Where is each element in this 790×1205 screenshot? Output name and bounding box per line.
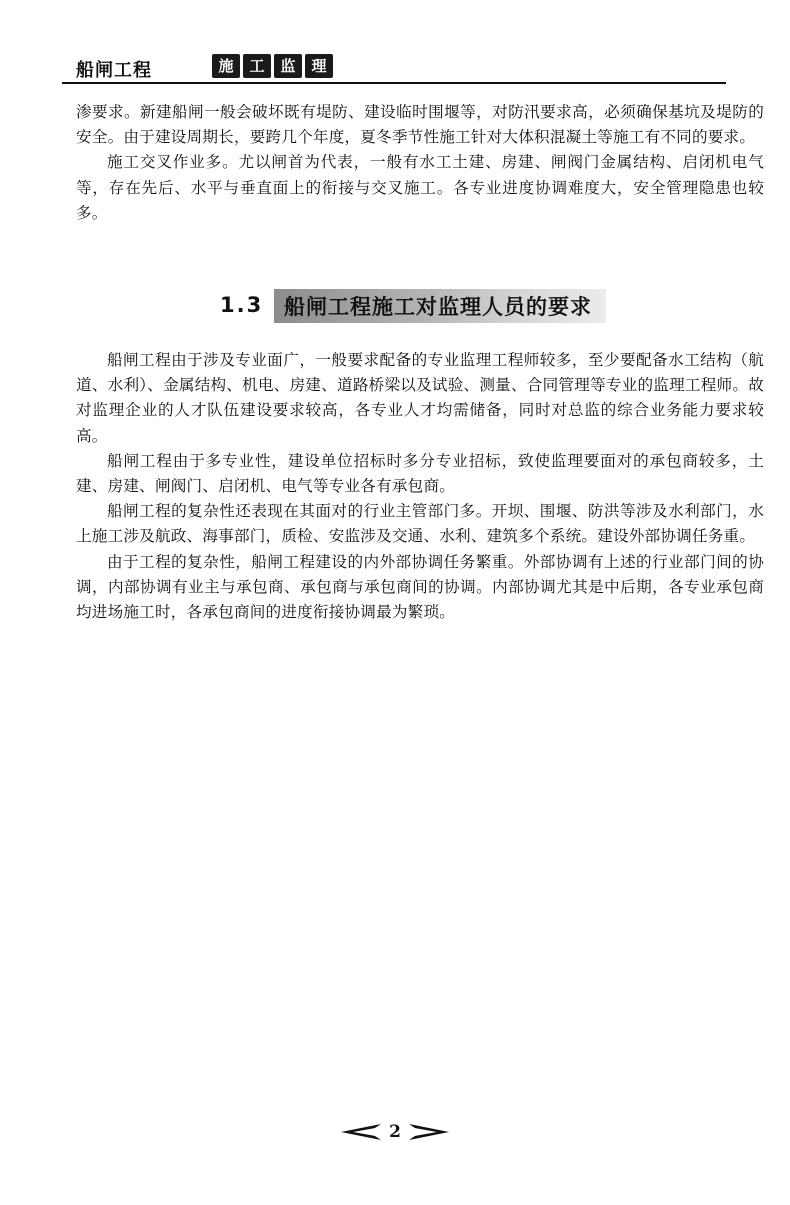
paragraph: 船闸工程由于涉及专业面广，一般要求配备的专业监理工程师较多，至少要配备水工结构（航道、水利）、金属结构、机电、房建、道路桥梁以及试验、测量、合同管理等专业的监理工程师。故对监理企业的人才队伍建设要求较高，各专业人才均需储备，同时对总监的综合业务能力要求较高。 xyxy=(76,351,764,445)
paragraph: 船闸工程的复杂性还表现在其面对的行业主管部门多。开坝、围堰、防洪等涉及水利部门，水上施工涉及航政、海事部门，质检、安监涉及交通、水利、建筑多个系统。建设外部协调任务重。 xyxy=(76,502,764,546)
series-char: 理 xyxy=(305,54,333,78)
paragraph: 施工交叉作业多。尤以闸首为代表，一般有水工土建、房建、闸阀门金属结构、启闭机电气等，存在先后、水平与垂直面上的衔接与交叉施工。各专业进度协调难度大，安全管理隐患也较多。 xyxy=(76,153,764,222)
book-title: 船闸工程 xyxy=(76,60,152,81)
paragraph: 船闸工程由于多专业性，建设单位招标时多分专业招标，致使监理要面对的承包商较多，土建、房建、闸阀门、启闭机、电气等专业各有承包商。 xyxy=(76,451,764,496)
series-char: 施 xyxy=(212,54,240,78)
section-text xyxy=(76,348,764,625)
section-number: 1.3 xyxy=(220,293,264,317)
intro-text xyxy=(76,100,764,226)
running-header xyxy=(62,52,726,84)
paragraph: 由于工程的复杂性，船闸工程建设的内外部协调任务繁重。外部协调有上述的行业部门间的协调，内部协调有业主与承包商、承包商与承包商间的协调。内部协调尤其是中后期，各专业承包商均进场施工时，各承包商间的进度衔接协调最为繁琐。 xyxy=(76,552,764,622)
section-heading xyxy=(0,285,790,329)
section-title-bar xyxy=(274,289,606,323)
series-char: 监 xyxy=(274,54,302,78)
right-arrow-icon xyxy=(409,1123,449,1141)
series-char: 工 xyxy=(243,54,271,78)
page-number: 2 xyxy=(389,1122,401,1142)
series-label xyxy=(212,54,333,78)
page-footer xyxy=(0,1118,790,1146)
left-arrow-icon xyxy=(341,1123,381,1141)
section-title: 船闸工程施工对监理人员的要求 xyxy=(284,295,592,319)
header-rule xyxy=(62,82,726,84)
paragraph: 渗要求。新建船闸一般会破坏既有堤防、建设临时围堰等，对防汛要求高，必须确保基坑及堤防的安全。由于建设周期长，要跨几个年度，夏冬季节性施工针对大体积混凝土等施工有不同的要求。 xyxy=(76,103,764,147)
